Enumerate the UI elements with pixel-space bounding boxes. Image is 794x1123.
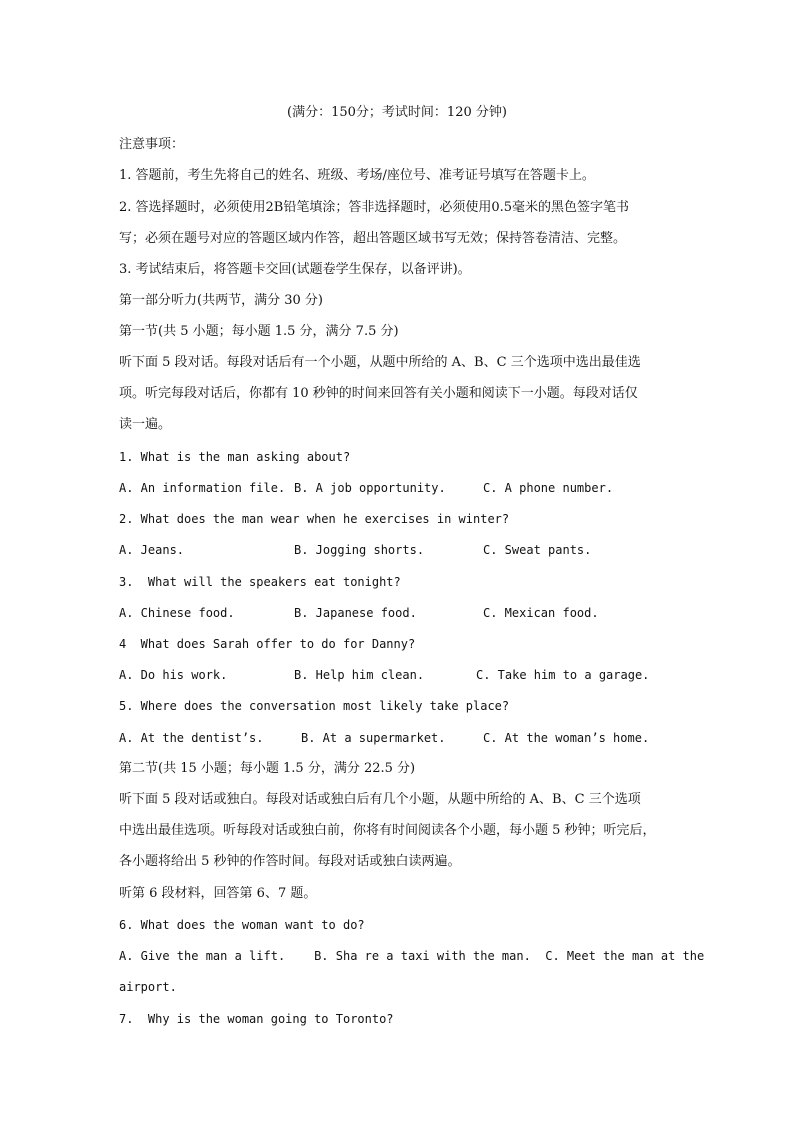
notice-item-2: 2. 答选择题时，必须使用2B铅笔填涂；答非选择题时，必须使用0.5毫米的黑色签字笔书 (119, 200, 630, 215)
section1-instruction-3: 读一遍。 (119, 417, 172, 432)
q2-option-a: A. Jeans. (119, 543, 185, 557)
section2-instruction-2: 中选出最佳选项。听每段对话或独白前，你将有时间阅读各个小题，每小题 5 秒钟；听完后， (119, 823, 656, 838)
q4-option-c: C. Take him to a garage. (476, 668, 650, 682)
section1-title: 第一节(共 5 小题；每小题 1.5 分，满分 7.5 分) (119, 324, 399, 339)
question-4: 4 What does Sarah offer to do for Danny? (119, 637, 416, 651)
question-5: 5. Where does the conversation most likely take place? (119, 699, 510, 713)
q6-options-cont: airport. (119, 980, 177, 994)
notice-title: 注意事项： (119, 137, 185, 152)
q2-option-c: C. Sweat pants. (483, 543, 592, 557)
q4-option-a: A. Do his work. (119, 668, 228, 682)
q3-option-a: A. Chinese food. (119, 606, 235, 620)
q1-option-c: C. A phone number. (483, 481, 614, 495)
exam-header: (满分：150分；考试时间：120 分钟) (287, 105, 507, 120)
q6-options: A. Give the man a lift. B. Sha re a taxi with the man. C. Meet the man at the (119, 949, 705, 963)
section1-instruction-2: 项。听完每段对话后，你都有 10 秒钟的时间来回答有关小题和阅读下一小题。每段对话仅 (119, 386, 638, 401)
notice-item-2-cont: 写；必须在题号对应的答题区域内作答，超出答题区域书写无效；保持答卷清洁、完整。 (119, 231, 627, 246)
question-1: 1. What is the man asking about? (119, 450, 351, 464)
q1-option-a: A. An information file. (119, 481, 286, 495)
q1-option-b: B. A job opportunity. (294, 481, 446, 495)
notice-item-3: 3. 考试结束后，将答题卡交回(试题卷学生保存，以备评讲)。 (119, 262, 471, 277)
q2-option-b: B. Jogging shorts. (294, 543, 425, 557)
material-6-heading: 听第 6 段材料，回答第 6、7 题。 (119, 886, 317, 901)
part1-title: 第一部分听力(共两节，满分 30 分) (119, 293, 323, 308)
q4-option-b: B. Help him clean. (294, 668, 425, 682)
section2-title: 第二节(共 15 小题；每小题 1.5 分，满分 22.5 分) (119, 761, 416, 776)
question-6: 6. What does the woman want to do? (119, 918, 365, 932)
section2-instruction-1: 听下面 5 段对话或独白。每段对话或独白后有几个小题，从题中所给的 A、B、C 三个选项 (119, 792, 641, 807)
q5-option-c: C. At the woman’s home. (483, 731, 650, 745)
question-2: 2. What does the man wear when he exercises in winter? (119, 512, 510, 526)
q5-option-b: B. At a supermarket. (301, 731, 446, 745)
question-3: 3. What will the speakers eat tonight? (119, 575, 401, 589)
section1-instruction-1: 听下面 5 段对话。每段对话后有一个小题，从题中所给的 A、B、C 三个选项中选出最佳选 (119, 355, 641, 370)
q5-option-a: A. At the dentist’s. (119, 731, 264, 745)
question-7: 7. Why is the woman going to Toronto? (119, 1012, 394, 1026)
q3-option-b: B. Japanese food. (294, 606, 417, 620)
section2-instruction-3: 各小题将给出 5 秒钟的作答时间。每段对话或独白读两遍。 (119, 854, 461, 869)
q3-option-c: C. Mexican food. (483, 606, 599, 620)
notice-item-1: 1. 答题前，考生先将自己的姓名、班级、考场/座位号、准考证号填写在答题卡上。 (119, 168, 595, 183)
